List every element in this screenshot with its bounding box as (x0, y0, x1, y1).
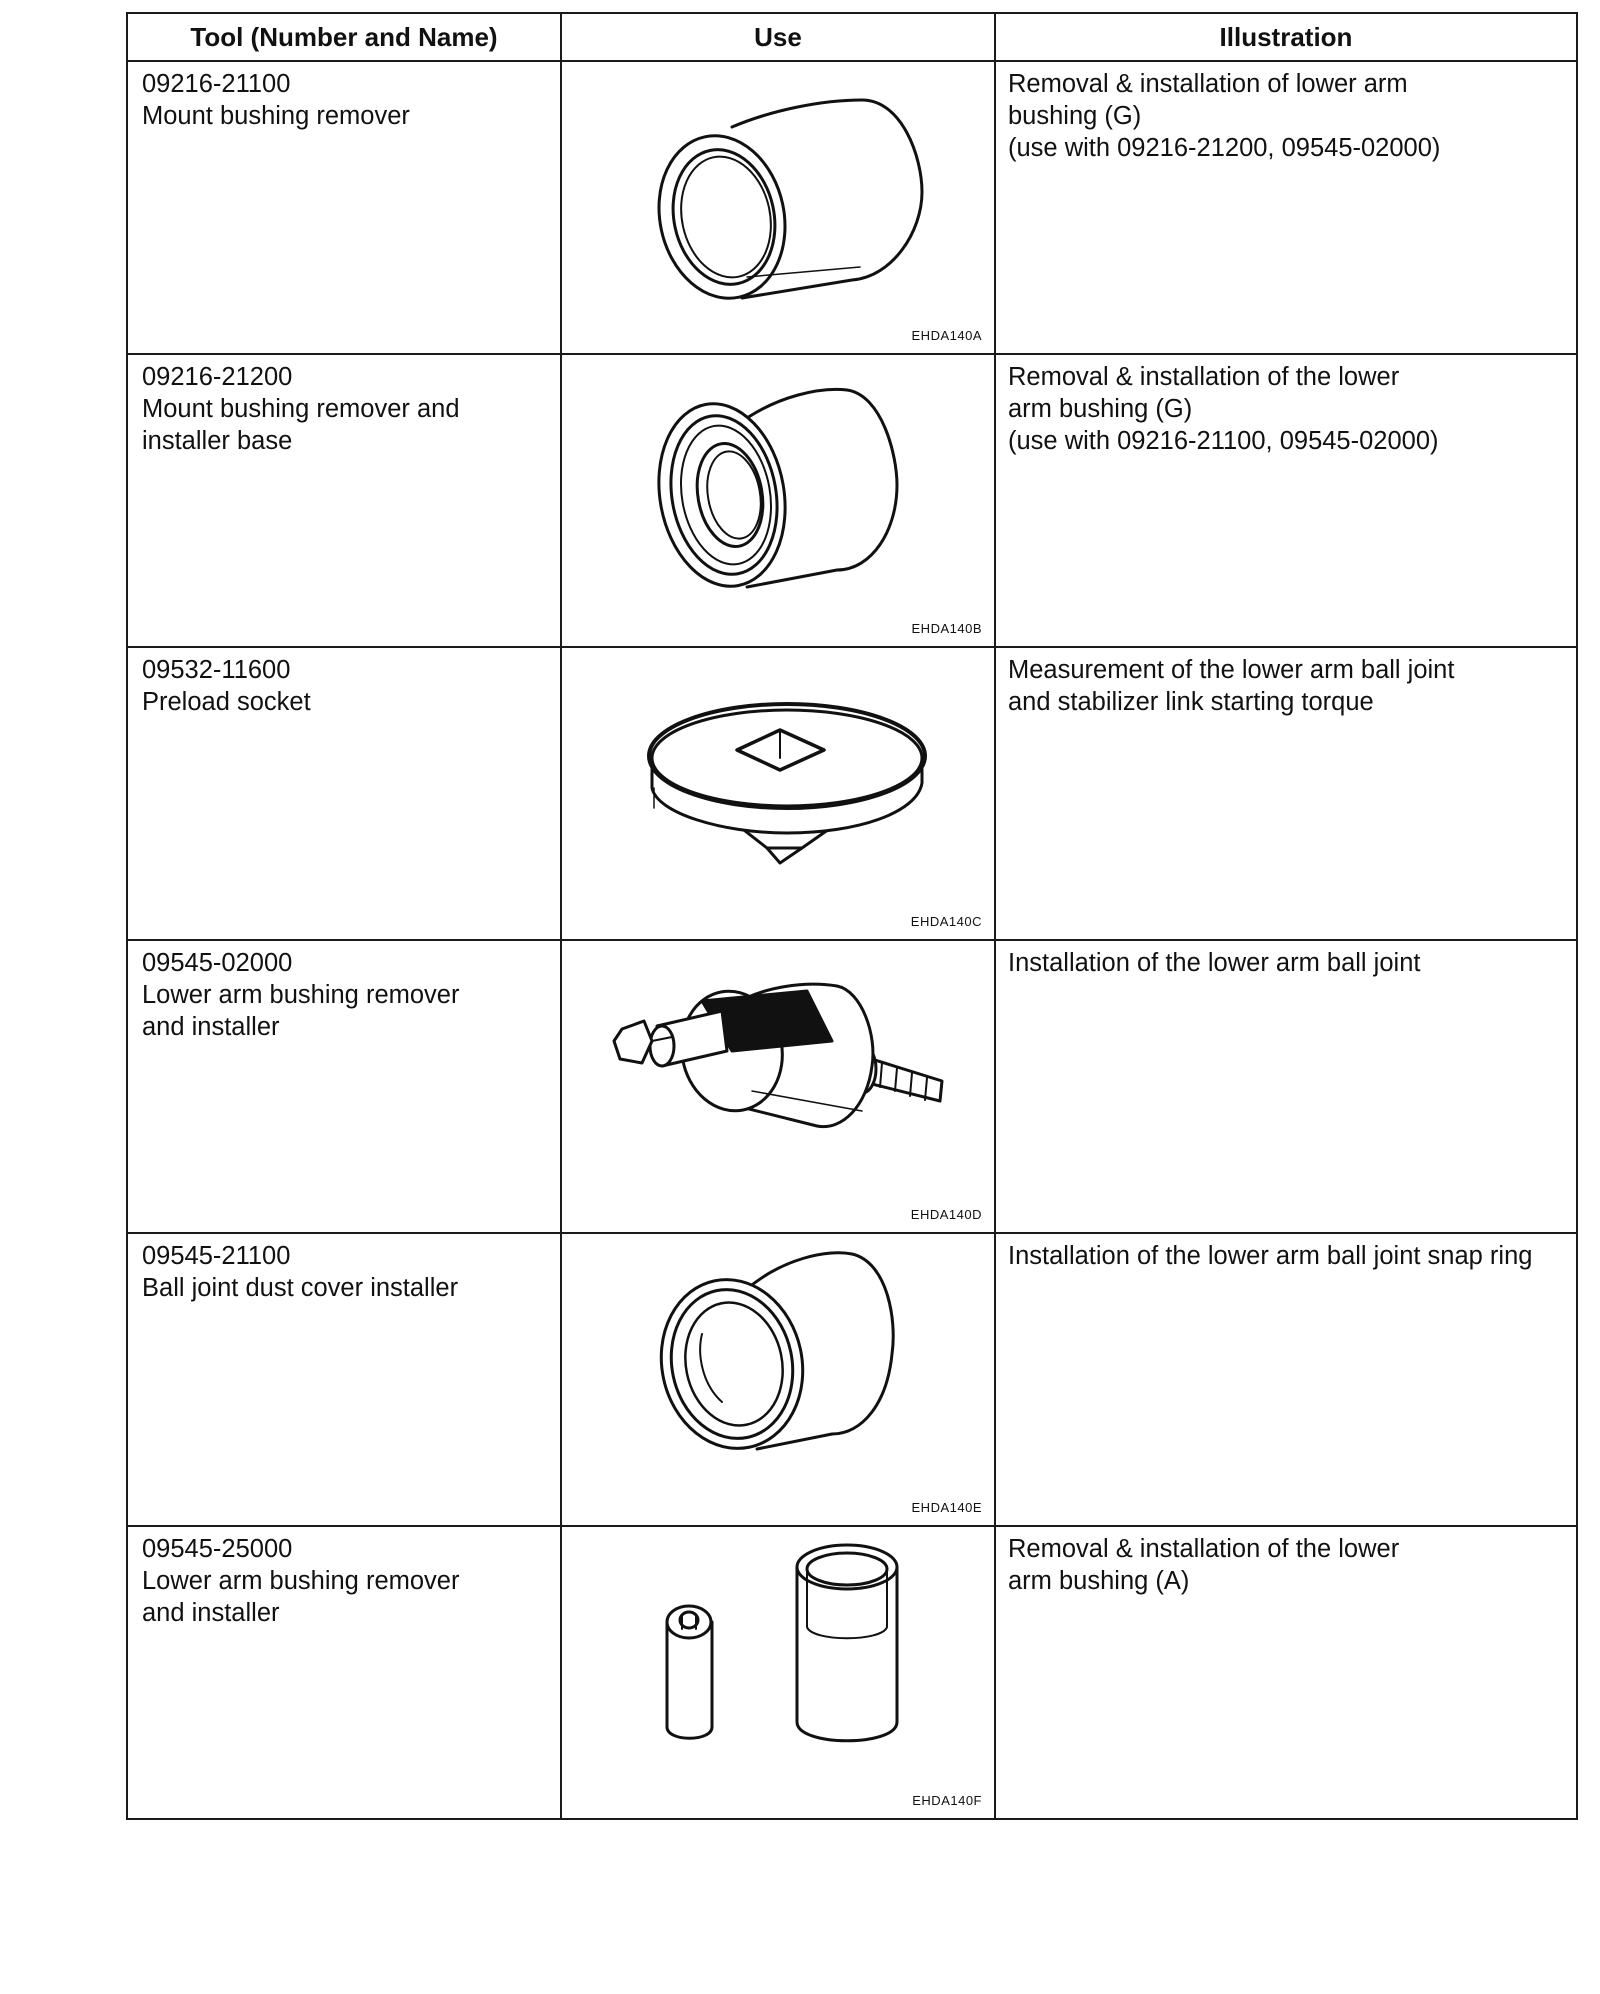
illustration-cell (995, 354, 1577, 647)
header-tool: Tool (Number and Name) (127, 13, 561, 61)
figure-cell (561, 940, 995, 1233)
illustration-cell (995, 61, 1577, 354)
table-row (127, 1526, 1577, 1819)
sleeve-cylinder-icon (562, 62, 996, 353)
description: Installation of the lower arm ball joint (1008, 949, 1421, 977)
tool-name: Mount bushing remover (142, 102, 410, 130)
figure-code: EHDA140A (911, 328, 982, 343)
tool-cell (127, 61, 561, 354)
preload-socket-icon (562, 648, 996, 939)
figure-code: EHDA140C (910, 914, 982, 929)
table-row (127, 940, 1577, 1233)
bolt-press-icon (562, 941, 996, 1232)
description: Installation of the lower arm ball joint snap ring (1008, 1242, 1533, 1270)
tool-cell (127, 647, 561, 940)
tool-number: 09545-02000 (142, 949, 293, 977)
tool-name: Mount bushing remover and installer base (142, 395, 460, 455)
tool-name: Ball joint dust cover installer (142, 1274, 459, 1302)
description: Removal & installation of the lower arm bushing (G) (use with 09216-21100, 09545-02000) (1008, 363, 1439, 455)
description: Removal & installation of the lower arm bushing (A) (1008, 1535, 1400, 1595)
figure-cell (561, 61, 995, 354)
header-use: Use (561, 13, 995, 61)
figure-cell (561, 647, 995, 940)
tool-number: 09532-11600 (142, 656, 291, 684)
tool-name: Lower arm bushing remover and installer (142, 981, 460, 1041)
figure-code: EHDA140B (911, 621, 982, 636)
pin-and-sleeve-icon (562, 1527, 996, 1818)
table-row (127, 1233, 1577, 1526)
table-header-row (127, 13, 1577, 61)
tool-name: Preload socket (142, 688, 311, 716)
illustration-cell (995, 647, 1577, 940)
tool-number: 09545-25000 (142, 1535, 293, 1563)
tool-number: 09216-21200 (142, 363, 293, 391)
figure-code: EHDA140F (912, 1793, 982, 1808)
illustration-cell (995, 1526, 1577, 1819)
tool-name: Lower arm bushing remover and installer (142, 1567, 460, 1627)
figure-code: EHDA140D (910, 1207, 982, 1222)
figure-code: EHDA140E (911, 1500, 982, 1515)
tool-cell (127, 940, 561, 1233)
description: Removal & installation of lower arm bushing (G) (use with 09216-21200, 09545-02000) (1008, 70, 1441, 162)
tool-cell (127, 354, 561, 647)
special-tools-table (126, 12, 1578, 1820)
dust-cover-installer-icon (562, 1234, 996, 1525)
description: Measurement of the lower arm ball joint and stabilizer link starting torque (1008, 656, 1455, 716)
tool-number: 09216-21100 (142, 70, 291, 98)
header-illustration: Illustration (995, 13, 1577, 61)
illustration-cell (995, 940, 1577, 1233)
tool-cell (127, 1526, 561, 1819)
tool-number: 09545-21100 (142, 1242, 291, 1270)
tool-cell (127, 1233, 561, 1526)
figure-cell (561, 1526, 995, 1819)
table-row (127, 354, 1577, 647)
flanged-base-icon (562, 355, 996, 646)
illustration-cell (995, 1233, 1577, 1526)
figure-cell (561, 354, 995, 647)
table-row (127, 647, 1577, 940)
figure-cell (561, 1233, 995, 1526)
table-row (127, 61, 1577, 354)
